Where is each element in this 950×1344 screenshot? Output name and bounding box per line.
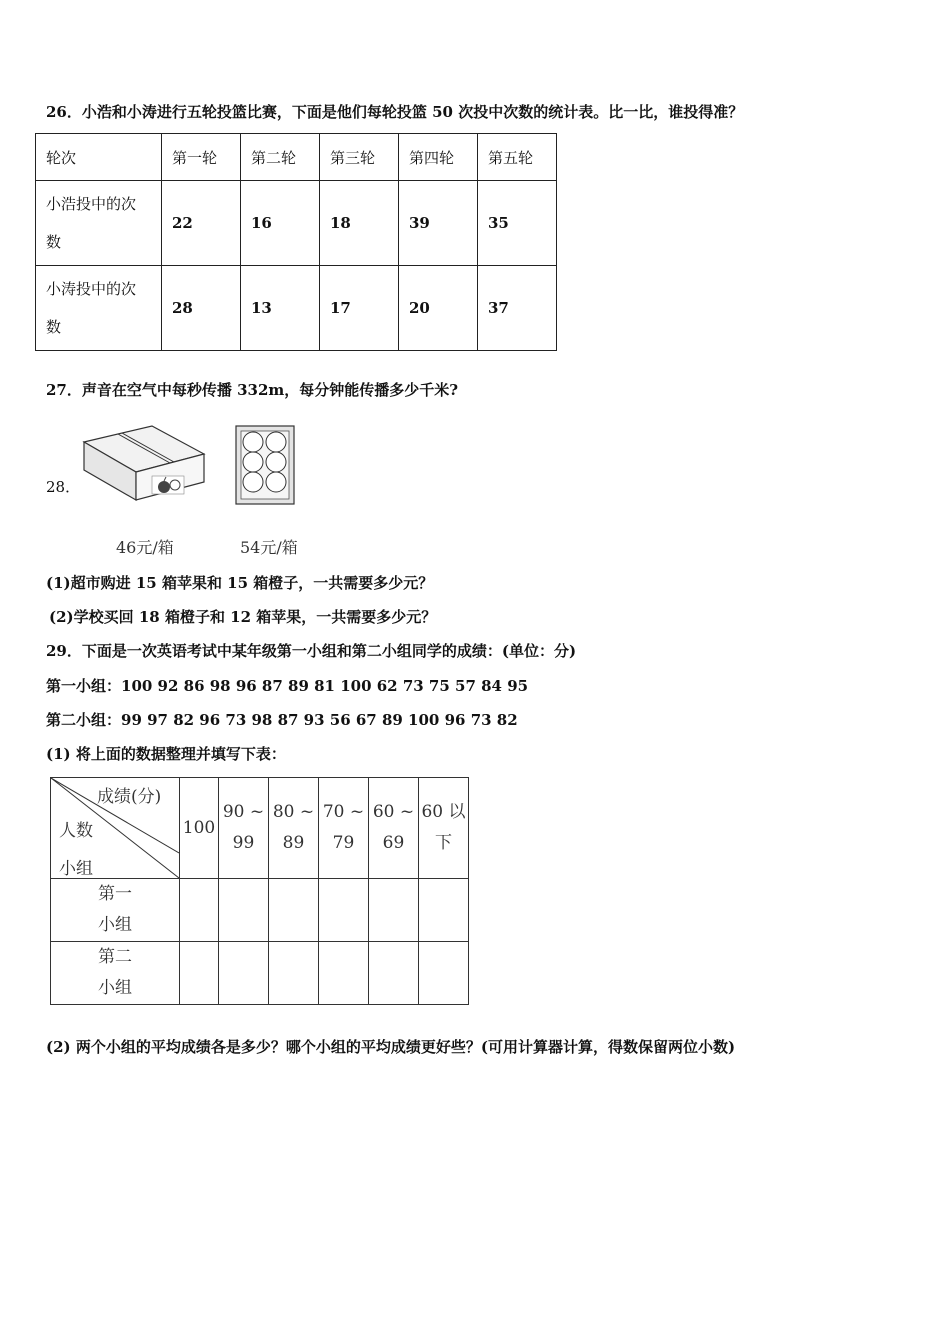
q28-sub1: (1)超市购进 15 箱苹果和 15 箱橙子，一共需要多少元？ xyxy=(46,574,434,592)
blank-cell xyxy=(180,879,219,942)
row-label: 小浩投中的次 数 xyxy=(36,181,162,266)
q29-sub1: (1) 将上面的数据整理并填写下表： xyxy=(46,745,286,763)
blank-cell xyxy=(419,879,469,942)
header-cell: 100 xyxy=(180,778,219,879)
diag-group-label: 小组 xyxy=(59,859,93,879)
table-cell: 18 xyxy=(320,181,399,266)
q26-table xyxy=(35,133,557,351)
header-cell: 轮次 xyxy=(36,134,162,181)
q29-fill-table xyxy=(50,777,469,1005)
table-row xyxy=(36,266,557,351)
diag-count-label: 人数 xyxy=(59,821,93,841)
table-cell: 39 xyxy=(399,181,478,266)
blank-cell xyxy=(319,879,369,942)
row-label: 第二 小组 xyxy=(51,942,180,1005)
diagonal-header-cell xyxy=(51,778,180,879)
header-cell: 第四轮 xyxy=(399,134,478,181)
table-row xyxy=(51,879,469,942)
q28-number: 28． xyxy=(46,478,81,496)
header-cell: 第五轮 xyxy=(478,134,557,181)
blank-cell xyxy=(369,879,419,942)
row-label: 小涛投中的次 数 xyxy=(36,266,162,351)
header-cell: 60 ~ 69 xyxy=(369,778,419,879)
table-row xyxy=(36,181,557,266)
table-cell: 13 xyxy=(241,266,320,351)
header-cell: 70 ~ 79 xyxy=(319,778,369,879)
table-cell: 28 xyxy=(162,266,241,351)
diag-score-label: 成绩(分) xyxy=(97,787,162,807)
table-cell: 37 xyxy=(478,266,557,351)
header-cell: 第二轮 xyxy=(241,134,320,181)
table-cell: 22 xyxy=(162,181,241,266)
table-cell: 17 xyxy=(320,266,399,351)
q28-sub2: (2)学校买回 18 箱橙子和 12 箱苹果，一共需要多少元？ xyxy=(49,608,437,626)
apple-box-illustration xyxy=(82,424,208,508)
row-label: 第一 小组 xyxy=(51,879,180,942)
header-cell: 90 ~ 99 xyxy=(219,778,269,879)
blank-cell xyxy=(219,942,269,1005)
header-cell: 80 ~ 89 xyxy=(269,778,319,879)
table-cell: 16 xyxy=(241,181,320,266)
table-cell: 20 xyxy=(399,266,478,351)
table-header-row xyxy=(51,778,469,879)
blank-cell xyxy=(269,879,319,942)
blank-cell xyxy=(180,942,219,1005)
apple-price: 46元/箱 xyxy=(116,538,174,557)
blank-cell xyxy=(219,879,269,942)
blank-cell xyxy=(369,942,419,1005)
header-cell: 第一轮 xyxy=(162,134,241,181)
header-cell: 60 以 下 xyxy=(419,778,469,879)
table-header-row xyxy=(36,134,557,181)
q29-group2-scores: 第二小组：99 97 82 96 73 98 87 93 56 67 89 100 96 73 82 xyxy=(46,711,518,729)
q29-group1-scores: 第一小组：100 92 86 98 96 87 89 81 100 62 73 75 57 84 95 xyxy=(46,677,529,695)
blank-cell xyxy=(419,942,469,1005)
q29-text: 29．下面是一次英语考试中某年级第一小组和第二小组同学的成绩：(单位：分) xyxy=(46,642,577,660)
table-row xyxy=(51,942,469,1005)
blank-cell xyxy=(319,942,369,1005)
q29-sub2: (2) 两个小组的平均成绩各是多少？哪个小组的平均成绩更好些？(可用计算器计算，得数保留两位小数) xyxy=(46,1038,736,1056)
orange-price: 54元/箱 xyxy=(240,538,298,557)
blank-cell xyxy=(269,942,319,1005)
orange-box-illustration xyxy=(234,424,298,510)
header-cell: 第三轮 xyxy=(320,134,399,181)
q27-text: 27．声音在空气中每秒传播 332m，每分钟能传播多少千米? xyxy=(46,381,459,399)
table-cell: 35 xyxy=(478,181,557,266)
q26-text: 26．小浩和小涛进行五轮投篮比赛，下面是他们每轮投篮 50 次投中次数的统计表。比一比，谁投得准？ xyxy=(46,103,744,121)
